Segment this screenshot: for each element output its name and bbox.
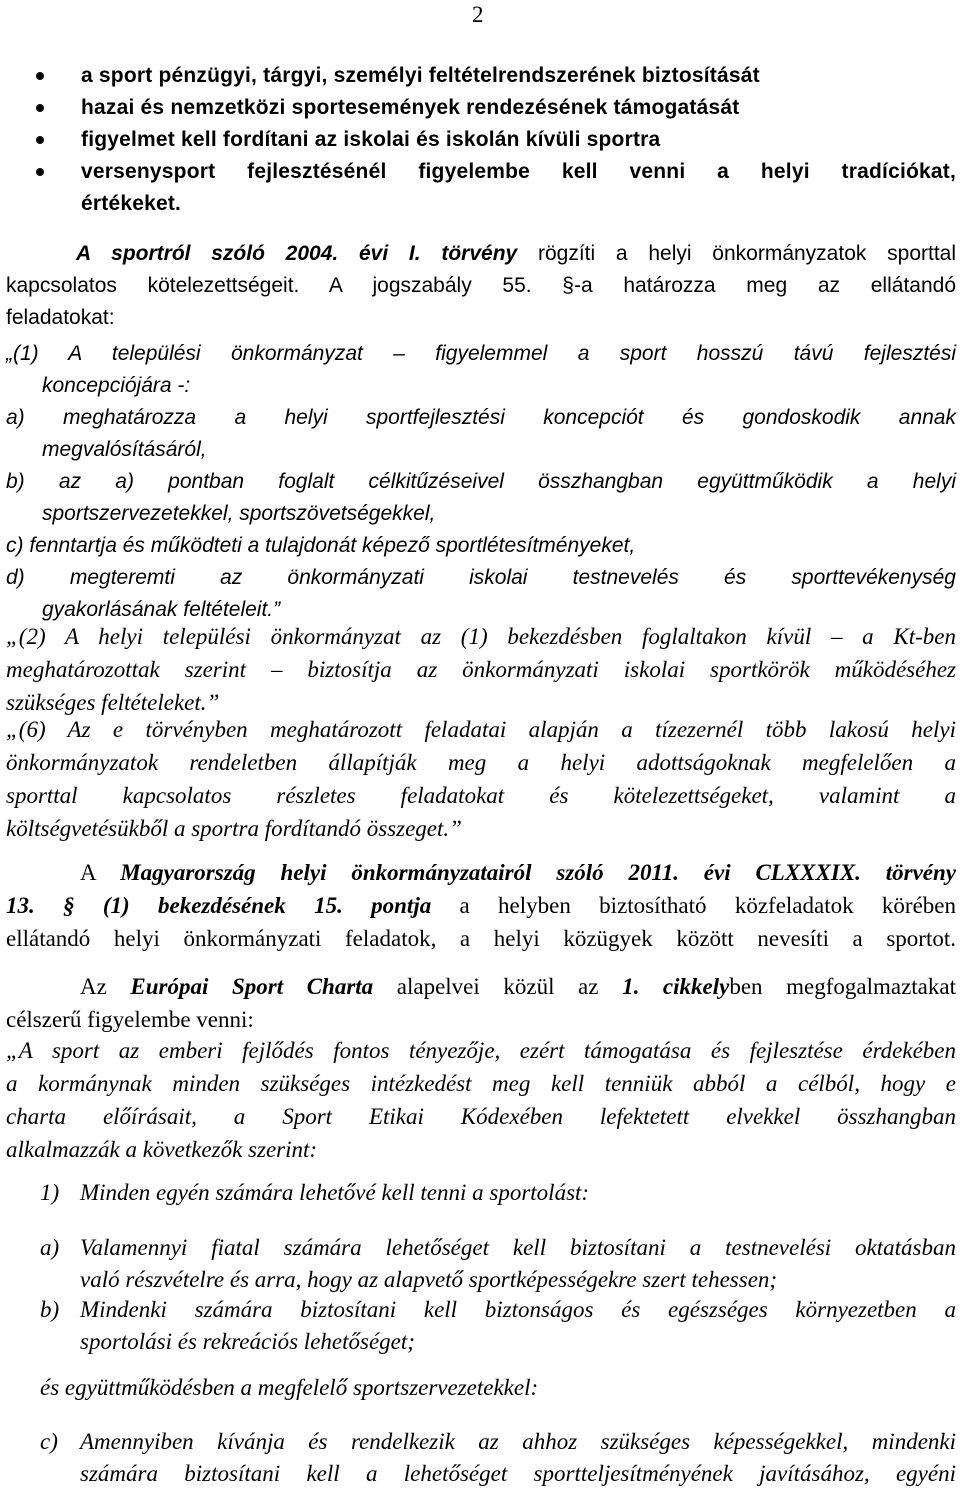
law-item-line: sportszervezetekkel, sportszövetségekkel,	[42, 502, 436, 525]
article-reference: 1. cikkely	[622, 974, 730, 999]
text-line: szükséges feltételeket.”	[6, 690, 220, 715]
bullet-list	[6, 60, 956, 220]
text-line: célszerű figyelembe venni:	[6, 1007, 254, 1032]
text: A	[80, 860, 121, 885]
law-title: Magyarország helyi önkormányzatairól szóló 2011. évi CLXXXIX. törvény	[120, 860, 956, 885]
law-reference: 13. § (1) bekezdésének 15. pontja	[6, 893, 432, 918]
law-item-line: „(1) A települési önkormányzat – figyelemmel a sport hosszú távú fejlesztési	[6, 342, 956, 365]
law-item-line: megvalósításáról,	[42, 438, 207, 461]
list-label: c)	[40, 1429, 58, 1454]
text-line: „(6) Az e törvényben meghatározott feladatai alapján a tízezernél több lakosú helyi	[6, 717, 956, 742]
charta-title: Európai Sport Charta	[130, 974, 374, 999]
text-line: alkalmazzák a következők szerint:	[6, 1137, 318, 1162]
paragraph-6	[6, 713, 956, 845]
bullet-continuation	[6, 188, 956, 220]
sport-law-line: feladatokat:	[6, 306, 115, 329]
law-title: A sportról szóló 2004. évi I. törvény	[76, 242, 518, 265]
text-line: számára biztosítani kell a lehetőséget sportteljesítményének javításához, egyéni	[80, 1461, 956, 1486]
bullet-icon	[36, 168, 44, 176]
text-line: és együttműködésben a megfelelő sportszervezetekkel:	[40, 1375, 539, 1400]
paragraph-2	[6, 620, 956, 719]
magyarorszag-paragraph	[6, 856, 956, 955]
sport-law-paragraph	[6, 238, 956, 334]
text-line: Mindenki számára biztosítani kell biztonságos és egészséges környezetben a	[80, 1297, 956, 1322]
law-item-line: gyakorlásának feltételeit.”	[42, 598, 281, 621]
text-line: Valamennyi fiatal számára lehetőséget kell biztosítani a testnevelési oktatásban	[80, 1235, 956, 1260]
list-item-b	[6, 1294, 956, 1358]
list-label: a)	[40, 1235, 60, 1260]
text: a helyben biztosítható közfeladatok körében	[431, 893, 956, 918]
law-quote	[6, 338, 956, 626]
text: Az	[80, 974, 131, 999]
text-line: Minden egyén számára lehetővé kell tenni a sportolást:	[80, 1180, 590, 1205]
text: ben megfogalmaztakat	[729, 974, 956, 999]
law-item-line: koncepciójára -:	[42, 374, 191, 397]
bullet-icon	[36, 136, 44, 144]
bullet-text: hazai és nemzetközi sportesemények rendezésének támogatását	[81, 96, 740, 119]
list-item-c	[6, 1426, 956, 1490]
text-line: „A sport az emberi fejlődés fontos tényezője, ezért támogatása és fejlesztése érdekében	[6, 1038, 956, 1063]
text-line: való részvételre és arra, hogy az alapvető sportképességekre szert tehessen;	[80, 1267, 778, 1292]
list-item-1	[6, 1177, 956, 1209]
bullet-text: a sport pénzügyi, tárgyi, személyi feltételrendszerének biztosítását	[81, 64, 760, 87]
bullet-item	[6, 92, 956, 124]
bullet-item	[6, 124, 956, 156]
text-line: Amennyiben kívánja és rendelkezik az ahhoz szükséges képességekkel, mindenki	[80, 1429, 956, 1454]
text-line	[6, 889, 956, 922]
cooperation-line	[6, 1372, 956, 1404]
bullet-icon	[36, 72, 44, 80]
bullet-text: értékeket.	[81, 192, 182, 215]
law-item-line: d) megteremti az önkormányzati iskolai testnevelés és sporttevékenység	[6, 566, 956, 589]
list-label: b)	[40, 1297, 60, 1322]
text-line: önkormányzatok rendeletben állapítják meg a helyi adottságoknak megfelelően a	[6, 750, 956, 775]
bullet-text: figyelmet kell fordítani az iskolai és iskolán kívüli sportra	[81, 128, 661, 151]
text-line: a kormánynak minden szükséges intézkedést meg kell tenniük abból a célból, hogy e	[6, 1071, 956, 1096]
charta-paragraph	[6, 970, 956, 1036]
text-line	[6, 970, 956, 1003]
law-item-line: c) fenntartja és működteti a tulajdonát képező sportlétesítményeket,	[6, 534, 636, 557]
sport-law-line	[6, 238, 956, 270]
text-line: charta előírásait, a Sport Etikai Kódexében lefektetett elvekkel összhangban	[6, 1104, 956, 1129]
text-line: sportolási és rekreációs lehetőséget;	[80, 1329, 415, 1354]
bullet-icon	[36, 104, 44, 112]
text-line: „(2) A helyi települési önkormányzat az (1) bekezdésben foglaltakon kívül – a Kt-ben	[6, 624, 956, 649]
text: alapelvei közül az	[373, 974, 623, 999]
bullet-item	[6, 156, 956, 188]
bullet-item	[6, 60, 956, 92]
text-line: ellátandó helyi önkormányzati feladatok, a helyi közügyek között nevesíti a sportot.	[6, 926, 956, 951]
text-line: költségvetésükből a sportra fordítandó összeget.”	[6, 816, 462, 841]
page-number: 2	[472, 2, 484, 27]
bullet-text: versenysport fejlesztésénél figyelembe kell venni a helyi tradíciókat,	[81, 160, 956, 183]
law-item-line: a) meghatározza a helyi sportfejlesztési koncepciót és gondoskodik annak	[6, 406, 956, 429]
law-text: rögzíti a helyi önkormányzatok sporttal	[517, 242, 957, 265]
text-line: meghatározottak szerint – biztosítja az önkormányzati iskolai sportkörök működéséhez	[6, 657, 956, 682]
list-item-a	[6, 1232, 956, 1296]
text-line	[6, 856, 956, 889]
list-label: 1)	[40, 1180, 60, 1205]
sport-law-line: kapcsolatos kötelezettségeit. A jogszabály 55. §-a határozza meg az ellátandó	[6, 274, 956, 297]
law-item-line: b) az a) pontban foglalt célkitűzéseivel összhangban együttműködik a helyi	[6, 470, 956, 493]
text-line: sporttal kapcsolatos részletes feladatokat és kötelezettségeket, valamint a	[6, 783, 956, 808]
charta-quote	[6, 1034, 956, 1166]
